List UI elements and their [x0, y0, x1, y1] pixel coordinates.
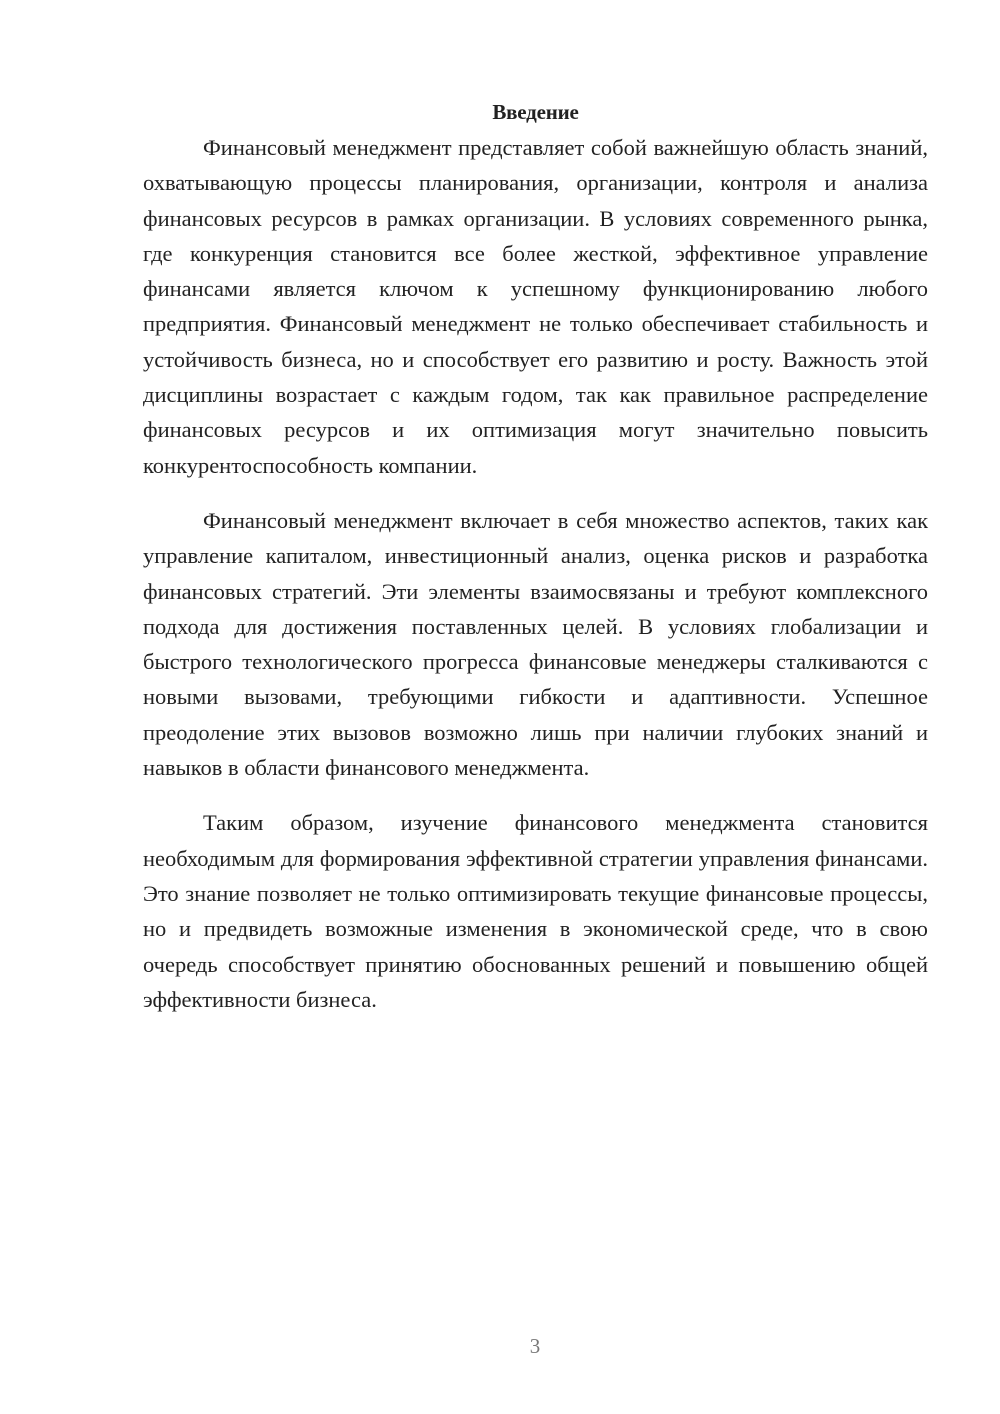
page-body [143, 94, 928, 1017]
paragraph-3: Таким образом, изучение финансового менеджмента становится необходимым для формирования эффективной стратегии управления финансами. Это знание позволяет не только оптимизировать текущие финансовые процессы, но и предвидеть возможные изменения в экономической среде, что в свою очередь способствует принятию обоснованных решений и повышению общей эффективности бизнеса. [143, 810, 928, 1012]
paragraph-1: Финансовый менеджмент представляет собой важнейшую область знаний, охватывающую процессы планирования, организации, контроля и анализа финансовых ресурсов в рамках организации. В условиях современного рынка, где конкуренция становится все более жесткой, эффективное управление финансами является ключом к успешному функционированию любого предприятия. Финансовый менеджмент не только обеспечивает стабильность и устойчивость бизнеса, но и способствует его развитию и росту. Важность этой дисциплины возрастает с каждым годом, так как правильное распределение финансовых ресурсов и их оптимизация могут значительно повысить конкурентоспособность компании. [143, 135, 928, 478]
paragraph-2: Финансовый менеджмент включает в себя множество аспектов, таких как управление капиталом, инвестиционный анализ, оценка рисков и разработка финансовых стратегий. Эти элементы взаимосвязаны и требуют комплексного подхода для достижения поставленных целей. В условиях глобализации и быстрого технологического прогресса финансовые менеджеры сталкиваются с новыми вызовами, требующими гибкости и адаптивности. Успешное преодоление этих вызовов возможно лишь при наличии глубоких знаний и навыков в области финансового менеджмента. [143, 507, 928, 781]
page-number: 3 [529, 1334, 541, 1358]
section-title: Введение [492, 100, 579, 124]
